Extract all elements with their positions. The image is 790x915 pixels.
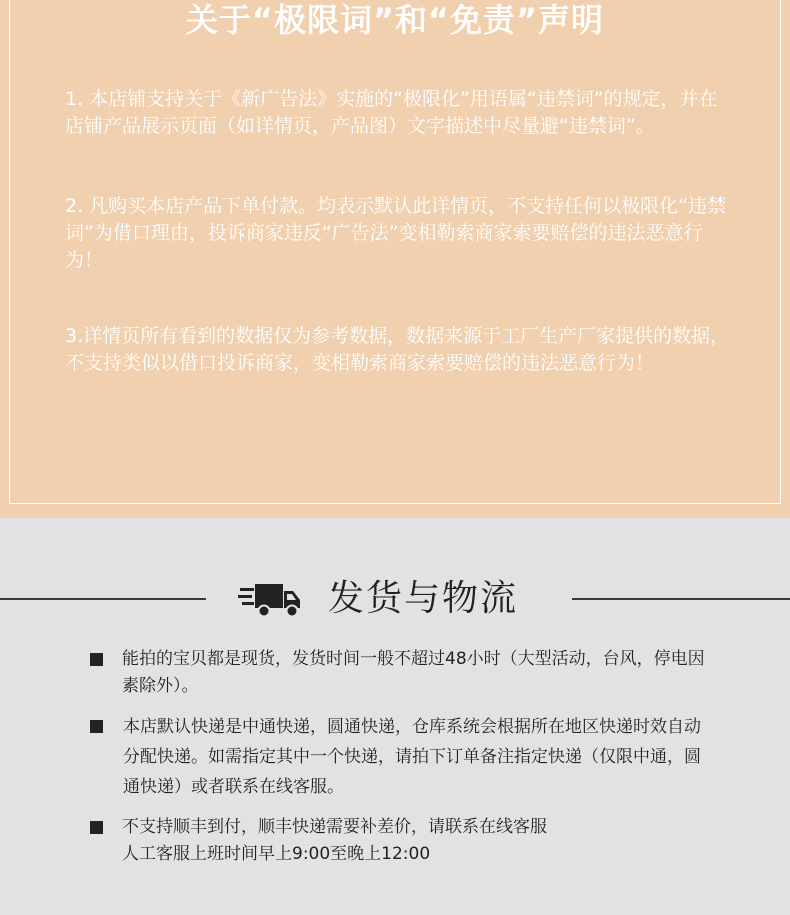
- shipping-title: 发货与物流: [328, 578, 519, 619]
- disclaimer-paragraph-3: 3.详情页所有看到的数据仅为参考数据，数据来源于工厂生产厂家提供的数据，不支持类似以借口投诉商家，变相勒索商家索要赔偿的违法恶意行为！: [65, 325, 730, 374]
- disclaimer-paragraph-2: 2. 凡购买本店产品下单付款。均表示默认此详情页，不支持任何以极限化“违禁词”为借口理由，投诉商家违反“广告法”变相勒索商家索要赔偿的违法恶意行为！: [65, 195, 727, 271]
- shipping-section: [0, 518, 790, 915]
- header-divider-left: [0, 598, 206, 600]
- delivery-truck-icon: [238, 582, 302, 618]
- square-bullet-icon: [90, 720, 103, 733]
- square-bullet-icon: [90, 653, 103, 666]
- shipping-item-text: 本店默认快递是中通快递，圆通快递，仓库系统会根据所在地区快递时效自动分配快递。如需指定其中一个快递，请拍下订单备注指定快递（仅限中通，圆通快递）或者联系在线客服。: [123, 717, 701, 797]
- header-divider-right: [572, 598, 790, 600]
- disclaimer-paragraph-1: 1. 本店铺支持关于《新广告法》实施的“极限化”用语属“违禁词”的规定，并在店铺产品展示页面（如详情页，产品图）文字描述中尽量避“违禁词”。: [65, 88, 718, 137]
- shipping-item-text: 不支持顺丰到付，顺丰快递需要补差价，请联系在线客服 人工客服上班时间早上9:00至晚上12:00: [122, 817, 547, 864]
- shipping-item-text: 能拍的宝贝都是现货，发货时间一般不超过48小时（大型活动，台风，停电因素除外）。: [122, 649, 705, 696]
- disclaimer-title: 关于“极限词”和“免责”声明: [185, 1, 605, 39]
- square-bullet-icon: [90, 821, 103, 834]
